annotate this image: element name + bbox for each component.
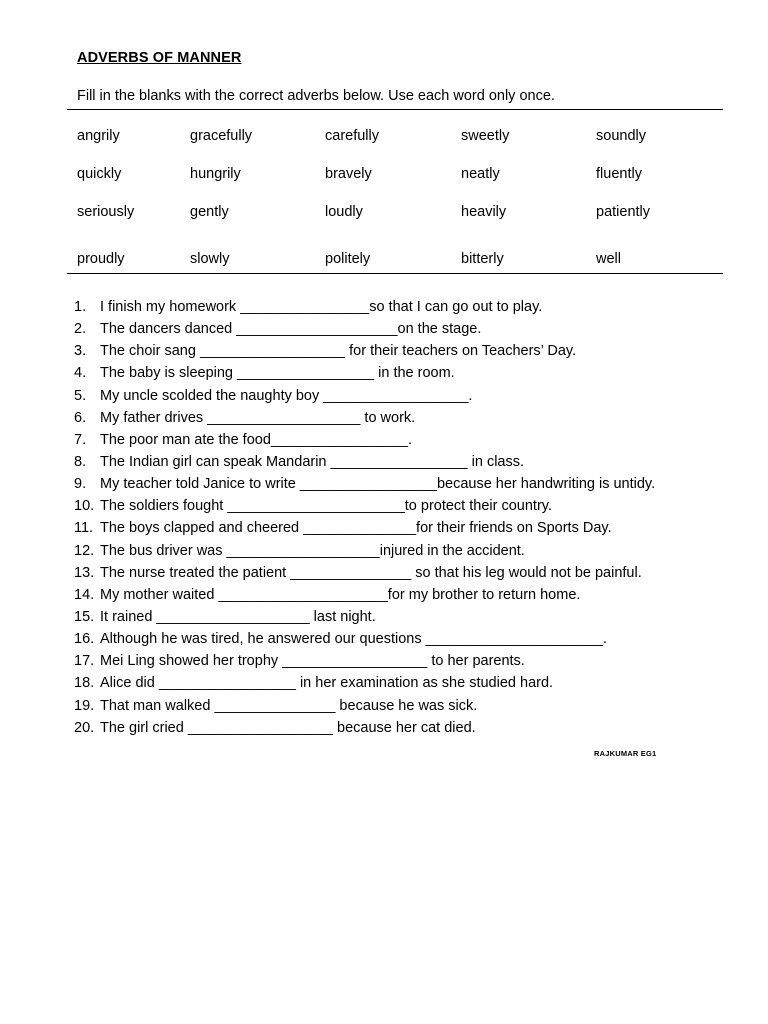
question-item: [74, 299, 734, 321]
word-bank-word: quickly: [77, 166, 122, 182]
word-bank-word: well: [596, 251, 621, 267]
question-item: [74, 410, 734, 432]
question-item: [74, 498, 734, 520]
word-bank-word: sweetly: [461, 128, 510, 144]
question-number: 6.: [74, 409, 87, 426]
question-text: The baby is sleeping _________________ in the room.: [100, 365, 455, 382]
word-bank-word: loudly: [325, 204, 363, 220]
word-bank: [77, 118, 717, 268]
word-bank-row: [77, 204, 717, 224]
question-item: [74, 675, 734, 697]
question-text: The dancers danced ____________________on the stage.: [100, 321, 482, 338]
question-item: [74, 543, 734, 565]
question-number: 3.: [74, 343, 87, 360]
word-bank-word: gently: [190, 204, 229, 220]
question-number: 15.: [74, 608, 95, 625]
question-item: [74, 653, 734, 675]
instructions-text: Fill in the blanks with the correct adverbs below. Use each word only once.: [77, 88, 555, 104]
question-number: 17.: [74, 653, 95, 670]
question-item: [74, 587, 734, 609]
question-text: The choir sang __________________ for their teachers on Teachers’ Day.: [100, 343, 577, 360]
question-number: 20.: [74, 719, 95, 736]
question-text: My father drives ___________________ to work.: [100, 409, 416, 426]
question-number: 13.: [74, 564, 95, 581]
word-bank-word: bravely: [325, 166, 372, 182]
word-bank-word: hungrily: [190, 166, 241, 182]
question-item: [74, 476, 734, 498]
question-number: 5.: [74, 387, 87, 404]
question-text: The Indian girl can speak Mandarin _________________ in class.: [100, 453, 525, 470]
word-bank-word: carefully: [325, 128, 379, 144]
question-item: [74, 698, 734, 720]
question-item: [74, 565, 734, 587]
question-text: I finish my homework ________________so that I can go out to play.: [100, 299, 543, 315]
question-text: The bus driver was ___________________injured in the accident.: [100, 542, 525, 559]
question-item: [74, 520, 734, 542]
word-bank-word: seriously: [77, 204, 135, 220]
question-text: The nurse treated the patient _______________ so that his leg would not be painful.: [100, 564, 642, 581]
question-text: The poor man ate the food_________________.: [100, 431, 413, 448]
question-text: My uncle scolded the naughty boy __________________.: [100, 387, 473, 404]
question-item: [74, 720, 734, 742]
question-text: Although he was tired, he answered our questions ______________________.: [100, 631, 608, 648]
question-item: [74, 631, 734, 653]
question-number: 1.: [74, 299, 87, 315]
word-bank-word: soundly: [596, 128, 646, 144]
question-number: 9.: [74, 476, 87, 493]
question-number: 8.: [74, 453, 87, 470]
question-number: 16.: [74, 631, 95, 648]
question-text: The boys clapped and cheered ______________for their friends on Sports Day.: [100, 520, 612, 537]
question-text: My mother waited _____________________for my brother to return home.: [100, 586, 581, 603]
question-text: The soldiers fought ______________________to protect their country.: [100, 498, 552, 515]
question-item: [74, 609, 734, 631]
worksheet-title: ADVERBS OF MANNER: [77, 50, 242, 66]
question-number: 4.: [74, 365, 87, 382]
word-bank-bottom-divider: [67, 273, 723, 274]
word-bank-row: [77, 128, 717, 148]
word-bank-word: politely: [325, 251, 371, 267]
word-bank-word: slowly: [190, 251, 230, 267]
question-list: [74, 299, 734, 742]
question-number: 2.: [74, 321, 87, 338]
question-text: Alice did _________________ in her examination as she studied hard.: [100, 675, 554, 692]
question-number: 7.: [74, 431, 87, 448]
word-bank-word: gracefully: [190, 128, 253, 144]
question-number: 18.: [74, 675, 95, 692]
question-item: [74, 432, 734, 454]
question-number: 14.: [74, 586, 95, 603]
author-tag: RAJKUMAR EG1: [594, 749, 657, 758]
word-bank-word: patiently: [596, 204, 651, 220]
question-number: 19.: [74, 697, 95, 714]
word-bank-word: heavily: [461, 204, 507, 220]
question-number: 11.: [74, 520, 94, 537]
word-bank-row: [77, 166, 717, 186]
question-text: The girl cried __________________ because her cat died.: [100, 719, 476, 736]
question-number: 12.: [74, 542, 95, 559]
question-text: That man walked _______________ because he was sick.: [100, 697, 478, 714]
question-number: 10.: [74, 498, 95, 515]
word-bank-top-divider: [67, 109, 723, 110]
word-bank-word: proudly: [77, 251, 125, 267]
question-item: [74, 365, 734, 387]
question-text: It rained ___________________ last night.: [100, 608, 376, 625]
question-text: My teacher told Janice to write _________________because her handwriting is untidy.: [100, 476, 656, 493]
word-bank-word: bitterly: [461, 251, 504, 267]
question-text: Mei Ling showed her trophy __________________ to her parents.: [100, 653, 525, 670]
word-bank-word: angrily: [77, 128, 120, 144]
question-item: [74, 454, 734, 476]
question-item: [74, 343, 734, 365]
word-bank-word: neatly: [461, 166, 500, 182]
question-item: [74, 388, 734, 410]
word-bank-word: fluently: [596, 166, 642, 182]
question-item: [74, 321, 734, 343]
word-bank-row: [77, 251, 717, 271]
